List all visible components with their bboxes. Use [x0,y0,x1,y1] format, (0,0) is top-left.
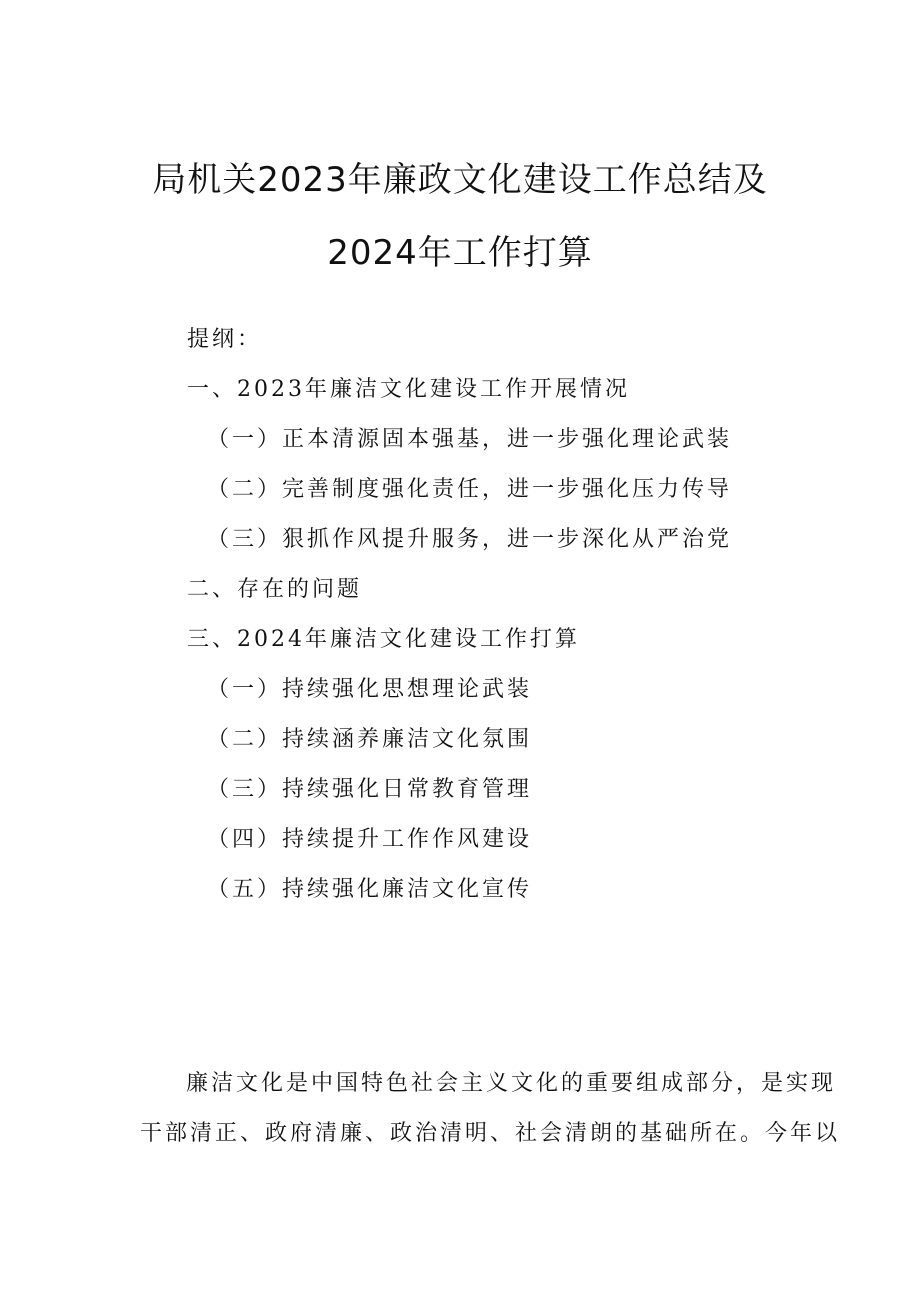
body-paragraph-line-2: 干部清正、政府清廉、政治清明、社会清朗的基础所在。今年以 [140,1121,841,1146]
outline-item: （三）持续强化日常教育管理 [207,777,533,802]
outline-item: 一、2023年廉洁文化建设工作开展情况 [187,377,630,402]
outline-item: （三）狠抓作风提升服务，进一步深化从严治党 [207,527,733,552]
outline-item: 二、存在的问题 [187,577,363,602]
document-title-line-2: 2024年工作打算 [327,233,593,273]
body-paragraph-line-1: 廉洁文化是中国特色社会主义文化的重要组成部分，是实现 [186,1071,837,1096]
outline-item: （五）持续强化廉洁文化宣传 [207,877,533,902]
outline-item: （一）持续强化思想理论武装 [207,677,533,702]
outline-heading: 提纲： [187,327,263,352]
outline-item: （四）持续提升工作作风建设 [207,827,533,852]
document-title-line-1: 局机关2023年廉政文化建设工作总结及 [152,160,768,200]
outline-item: （一）正本清源固本强基，进一步强化理论武装 [207,427,733,452]
outline-item: （二）完善制度强化责任，进一步强化压力传导 [207,477,733,502]
outline-item: （二）持续涵养廉洁文化氛围 [207,727,533,752]
outline-item: 三、2024年廉洁文化建设工作打算 [187,627,580,652]
